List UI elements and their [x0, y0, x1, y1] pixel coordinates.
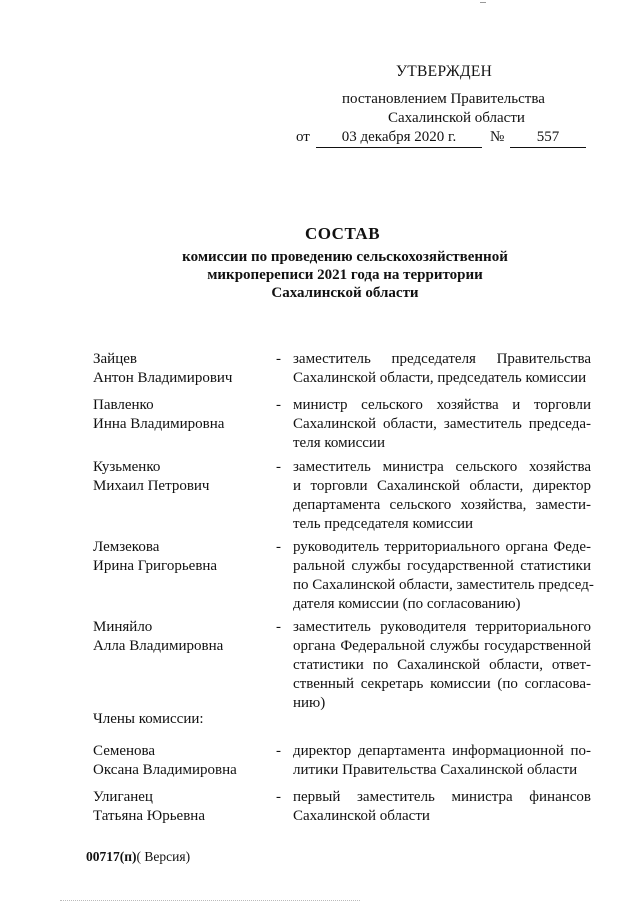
dash-separator: - [276, 743, 281, 759]
role-line: министр сельского хозяйства и торговли [293, 397, 591, 413]
member-given-names: Оксана Владимировна [93, 762, 237, 778]
role-line: литики Правительства Сахалинской области [293, 762, 578, 778]
member-given-names: Татьяна Юрьевна [93, 808, 205, 824]
role-line: тель председателя комиссии [293, 516, 474, 532]
member-given-names: Инна Владимировна [93, 416, 225, 432]
member-role [293, 458, 591, 534]
dash-separator: - [276, 619, 281, 635]
role-line: департамента сельского хозяйства, замести- [293, 497, 591, 513]
approval-number: 557 [510, 128, 586, 148]
role-line: ственный секретарь комиссии (по согласова- [293, 676, 591, 692]
approval-date: 03 декабря 2020 г. [316, 128, 482, 148]
dash-separator: - [276, 459, 281, 475]
member-given-names: Михаил Петрович [93, 478, 210, 494]
role-line: по Сахалинской области, заместитель председ- [293, 577, 594, 593]
member-name [93, 350, 273, 388]
member-role [293, 618, 591, 713]
role-line: Сахалинской области, председатель комиссии [293, 370, 587, 386]
role-line: заместитель министра сельского хозяйства [293, 459, 591, 475]
subtitle-line: микропереписи 2021 года на территории [207, 267, 483, 283]
member-role [293, 742, 591, 780]
document-subtitle [0, 248, 635, 302]
role-line: дателя комиссии (по согласованию) [293, 596, 521, 612]
document-version: ( Версия) [136, 849, 191, 864]
approval-authority: постановлением Правительства [342, 91, 545, 107]
role-line: первый заместитель министра финансов [293, 789, 591, 805]
role-line: руководитель территориального органа Феде- [293, 539, 591, 555]
from-label: от [296, 129, 310, 145]
member-role [293, 350, 591, 388]
document-code: 00717(п) [86, 849, 137, 864]
member-name [93, 458, 273, 496]
member-name [93, 742, 273, 780]
member-role [293, 788, 591, 826]
role-line: и торговли Сахалинской области, директор [293, 478, 591, 494]
dash-separator: - [276, 539, 281, 555]
member-name [93, 788, 273, 826]
member-name [93, 618, 273, 656]
role-line: нию) [293, 695, 326, 711]
role-line: заместитель руководителя территориального [293, 619, 591, 635]
member-surname: Зайцев [93, 351, 137, 367]
role-line: директор департамента информационной по- [293, 743, 591, 759]
subtitle-line: Сахалинской области [271, 285, 419, 301]
role-line: Сахалинской области, заместитель председа- [293, 416, 591, 432]
member-surname: Кузьменко [93, 459, 161, 475]
member-given-names: Ирина Григорьевна [93, 558, 218, 574]
dash-separator: - [276, 351, 281, 367]
role-line: ральной службы государственной статистики [293, 558, 591, 574]
scan-artifact [480, 2, 486, 3]
member-surname: Лемзекова [93, 539, 160, 555]
footer-document-code [86, 849, 190, 865]
role-line: органа Федеральной службы государственной [293, 638, 591, 654]
member-given-names: Алла Владимировна [93, 638, 224, 654]
approval-region: Сахалинской области [388, 110, 525, 126]
member-surname: Улиганец [93, 789, 153, 805]
subtitle-line: комиссии по проведению сельскохозяйственной [182, 249, 508, 265]
role-line: Сахалинской области [293, 808, 430, 824]
member-given-names: Антон Владимирович [93, 370, 233, 386]
member-surname: Семенова [93, 743, 156, 759]
member-name [93, 538, 273, 576]
dash-separator: - [276, 397, 281, 413]
approval-date-number-row [292, 128, 592, 150]
number-label: № [490, 129, 505, 145]
scan-edge-artifact [60, 900, 360, 902]
member-name [93, 396, 273, 434]
member-role [293, 538, 594, 614]
dash-separator: - [276, 789, 281, 805]
members-section-heading: Члены комиссии: [93, 711, 204, 727]
approved-heading: УТВЕРЖДЕН [396, 63, 493, 80]
role-line: статистики по Сахалинской области, ответ- [293, 657, 591, 673]
role-line: заместитель председателя Правительства [293, 351, 591, 367]
member-surname: Павленко [93, 397, 154, 413]
document-title: СОСТАВ [304, 224, 381, 243]
role-line: теля комиссии [293, 435, 385, 451]
member-surname: Миняйло [93, 619, 153, 635]
member-role [293, 396, 591, 453]
